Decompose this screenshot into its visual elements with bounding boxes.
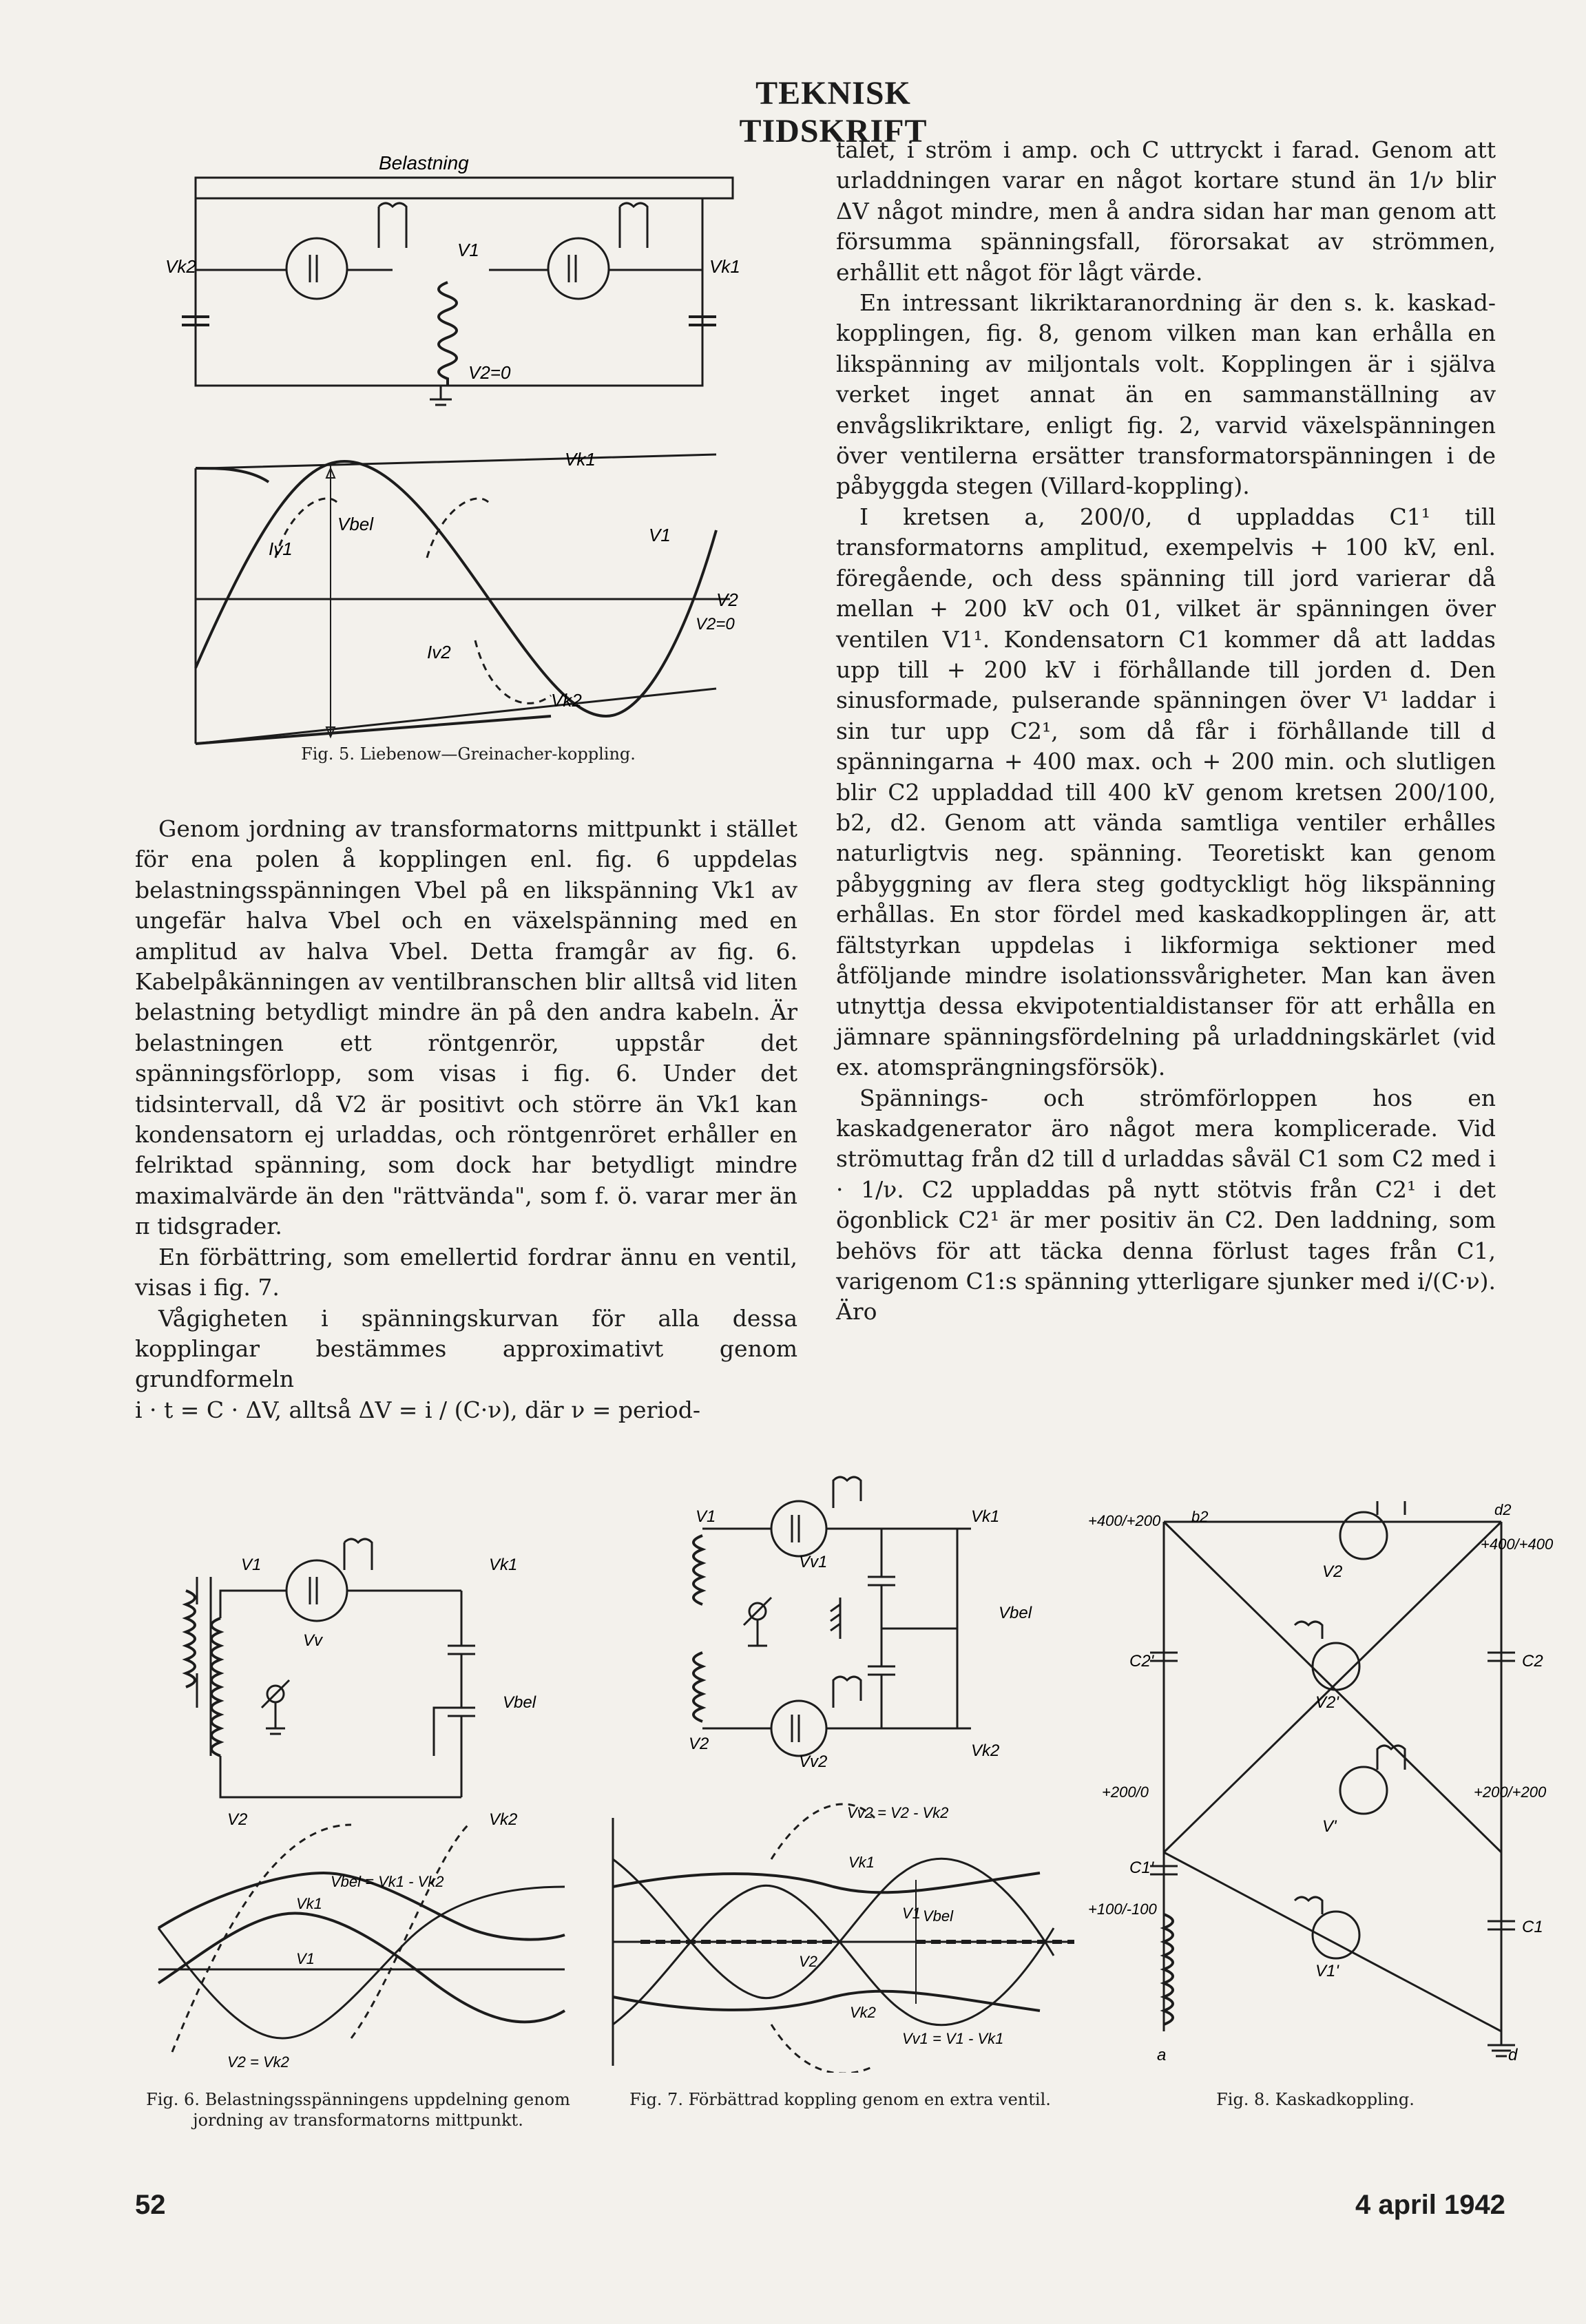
fig5-label-vk1: Vk1 [709, 256, 740, 277]
fig8-label-c2p: C2' [1129, 1652, 1154, 1671]
fig8-label-p400-200: +400/+200 [1088, 1512, 1161, 1529]
fig8-label-c2: C2 [1522, 1652, 1543, 1671]
fig5-label-v1: V1 [457, 240, 479, 260]
journal-masthead: TEKNISK TIDSKRIFT [739, 75, 928, 149]
fig7-label-v2: V2 [689, 1735, 709, 1753]
fig6-label-v2-eq: V2 = Vk2 [227, 2053, 289, 2071]
fig7-label-vv1: Vv1 [799, 1553, 828, 1571]
fig7-label-vv2: Vv2 [799, 1752, 828, 1771]
left-paragraph: Vågigheten i spänningskurvan för alla dessa kopplingar bestämmes approximativt genom grundformeln [135, 1304, 797, 1393]
fig8-label-c1p: C1' [1129, 1859, 1154, 1877]
fig5-label-v1-wave: V1 [649, 525, 671, 545]
fig7-label-vv1-eq: Vv1 = V1 - Vk1 [902, 2030, 1004, 2047]
fig5-label-vk1-wave: Vk1 [565, 449, 596, 470]
fig7-label-vbel-wave: Vbel [923, 1907, 954, 1925]
fig7-label-vv2-eq: Vv2 = V2 - Vk2 [847, 1804, 949, 1821]
fig8-label-p400-400: +400/+400 [1481, 1536, 1554, 1553]
left-text-column [135, 814, 797, 1425]
fig5-label-v2-wave: V2 [716, 589, 738, 610]
fig5-label-iv1: Iv1 [269, 538, 293, 559]
fig8-label-d2: d2 [1494, 1501, 1512, 1518]
issue-date: 4 april 1942 [1355, 2190, 1505, 2220]
figure-6-diagram [145, 1501, 572, 2073]
fig7-label-v1: V1 [696, 1507, 716, 1526]
fig8-label-v2p: V2' [1315, 1693, 1339, 1712]
fig5-label-iv2: Iv2 [427, 642, 451, 662]
fig8-label-c1: C1 [1522, 1918, 1543, 1936]
fig8-label-a: a [1157, 2046, 1167, 2064]
fig5-label-v2-0-wave: V2=0 [696, 615, 735, 634]
fig7-label-vk2-wave: Vk2 [850, 2004, 876, 2021]
page-number: 52 [135, 2190, 166, 2220]
left-paragraph: Genom jordning av transformatorns mittpunkt i stället för ena polen å kopplingen enl. fig. 6 uppdelas belastningsspänningen Vbel på en likspänning Vk1 av ungefär halva Vbel och en växelspänning med en amplitud av halva Vbel. Detta framgår av fig. 6. Kabelpåkänningen av ventilbranschen blir alltså vid liten belastning betydligt mindre än på den andra kabeln. Är belastningen ett röntgenrör, uppstår det spänningsförlopp, som visas i fig. 6. Under det tidsintervall, då V2 är positivt och större än Vk1 kan kondensatorn ej urladdas, och röntgenröret erhåller en felriktad spänning, som dock har betydligt mindre maximalvärde än den "rättvända", som f. ö. varar mer än π tidsgrader. [135, 815, 797, 1240]
fig8-label-p100-m100: +100/-100 [1088, 1901, 1157, 1918]
fig8-label-b2: b2 [1191, 1508, 1209, 1525]
fig8-label-p200-0: +200/0 [1102, 1783, 1149, 1801]
right-paragraph: En intressant likriktaranordning är den s. k. kaskad-kopplingen, fig. 8, genom vilken man kan erhålla en likspänning av miljontals volt. Kopplingen är i själva verket inget annat än en sammanställning av envågslikriktare, enligt fig. 2, varvid växelspänningen över ventilerna ersätter transformatorspänningen i de påbyggda stegen (Villard-koppling). [836, 289, 1496, 500]
right-paragraph: Spännings- och strömförloppen hos en kaskadgenerator äro något mera komplicerade. Vid strömuttag från d2 till d urladdas såväl C1 som C2 med i · 1/ν. C2 uppladdas på nytt stötvis från C2¹ i det ögonblick C2¹ är mer positiv än C2. Den laddning, som behövs för att täcka denna förlust tages från C1, varigenom C1:s spänning ytterligare sjunker med i/(C·ν). Äro [836, 1084, 1496, 1326]
figure-7-diagram [599, 1474, 1081, 2073]
fig5-label-v2-0: V2=0 [468, 362, 511, 383]
fig6-label-vk2: Vk2 [489, 1810, 518, 1829]
fig8-label-vp: V' [1322, 1817, 1337, 1836]
figure-8-caption: Fig. 8. Kaskadkoppling. [1216, 2090, 1415, 2109]
fig6-label-vk1: Vk1 [489, 1556, 518, 1574]
fig6-label-vv: Vv [303, 1631, 323, 1650]
fig6-label-vk1-wave: Vk1 [296, 1895, 322, 1912]
figure-8-diagram [1088, 1501, 1556, 2073]
fig6-label-vbel: Vbel [503, 1693, 536, 1712]
figure-5-diagram [165, 145, 771, 751]
figure-5-caption: Fig. 5. Liebenow—Greinacher-koppling. [301, 744, 636, 764]
fig7-label-vbel: Vbel [999, 1604, 1032, 1622]
fig6-label-vbel-eq: Vbel = Vk1 - Vk2 [331, 1873, 444, 1890]
fig8-label-v1p: V1' [1315, 1962, 1339, 1980]
fig7-label-v1-wave: V1 [902, 1905, 921, 1922]
fig6-label-v2: V2 [227, 1810, 248, 1829]
fig5-label-vbel: Vbel [337, 514, 374, 534]
right-text-column [836, 135, 1496, 1328]
fig5-label-vk2-wave: Vk2 [551, 690, 582, 711]
left-paragraph: i · t = C · ΔV, alltså ΔV = i / (C·ν), där ν = period- [135, 1396, 701, 1423]
fig8-label-p200-200: +200/+200 [1474, 1783, 1547, 1801]
fig8-label-d: d [1508, 2046, 1518, 2064]
right-paragraph: I kretsen a, 200/0, d uppladdas C1¹ till transformatorns amplitud, exempelvis + 100 kV, enl. föregående, och dess spänning till jord varierar då mellan + 200 kV och 01, vilket är spänningen över ventilen V1¹. Kondensatorn C1 kommer då att laddas upp till + 200 kV i förhållande till jorden d. Den sinusformade, pulserande spänningen över V¹ laddar i sin tur upp C2¹, som då får i förhållande till d spänningarna + 400 max. och + 200 min. och slutligen blir C2 uppladdad till 400 kV genom kretsen 200/100, b2, d2. Genom att vända samtliga ventiler erhålles naturligtvis neg. spänning. Teoretiskt kan genom påbyggning av flera steg godtyckligt hög likspänning erhållas. En stor fördel med kaskadkopplingen är, att fältstyrkan uppdelas i likformiga sektioner med åtföljande mindre isolationssvårigheter. Man kan även utnyttja dessa ekvipotentialdistanser för att erhålla en jämnare spänningsfördelning på urladdningskärlet (vid ex. atomsprängningsförsök). [836, 503, 1496, 1081]
right-paragraph: talet, i ström i amp. och C uttryckt i farad. Genom att urladdningen varar en något kortare stund än 1/ν blir ΔV något mindre, men å andra sidan har man genom att försumma spänningsfall, förorsakat av strömmen, erhållit ett något för lågt värde. [836, 136, 1496, 286]
fig6-label-v1-wave: V1 [296, 1950, 315, 1967]
fig5-label-vk2: Vk2 [165, 256, 196, 277]
fig8-label-v2: V2 [1322, 1562, 1343, 1581]
figure-7-caption: Fig. 7. Förbättrad koppling genom en extra ventil. [629, 2090, 1051, 2109]
fig7-label-vk1: Vk1 [971, 1507, 1000, 1526]
fig6-label-v1: V1 [241, 1556, 262, 1574]
fig7-label-vk1-wave: Vk1 [848, 1854, 875, 1871]
left-paragraph: En förbättring, som emellertid fordrar ännu en ventil, visas i fig. 7. [135, 1243, 797, 1301]
fig7-label-v2-wave: V2 [799, 1953, 817, 1970]
fig5-label-belastning: Belastning [379, 152, 469, 174]
fig7-label-vk2: Vk2 [971, 1741, 1000, 1760]
figure-6-caption: Fig. 6. Belastningsspänningens uppdelning genom jordning av transformatorns mittpunkt. [146, 2090, 570, 2130]
